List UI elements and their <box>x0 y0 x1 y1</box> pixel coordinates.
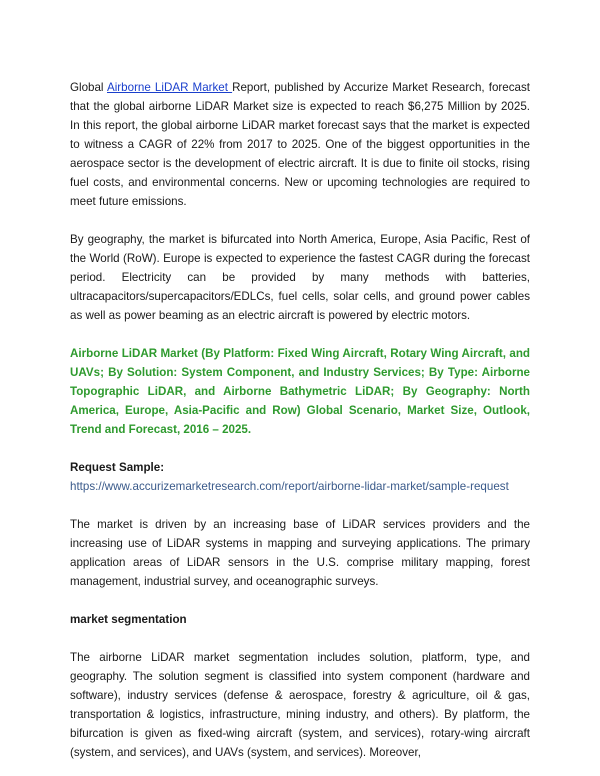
request-sample-link[interactable]: https://www.accurizemarketresearch.com/report/airborne-lidar-market/sample-request <box>70 480 509 493</box>
intro-paragraph <box>70 78 530 211</box>
segmentation-paragraph: The airborne LiDAR market segmentation includes solution, platform, type, and geography. The solution segment is classified into system component (hardware and software), industry services (defense & aerospace, forestry & agriculture, oil & gas, transportation & logistics, infrastructure, mining industry, and others). By platform, the bifurcation is given as fixed-wing aircraft (system, and services), rotary-wing aircraft (system, and services), and UAVs (system, and services). Moreover, <box>70 651 530 759</box>
intro-text-rest: Report, published by Accurize Market Research, forecast that the global airborne LiDAR Market size is expected to reach $6,275 Million by 2025. In this report, the global airborne LiDAR market forecast says that the market is expected to witness a CAGR of 22% from 2017 to 2025. One of the biggest opportunities in the aerospace sector is the development of electric aircraft. It is due to finite oil stocks, rising fuel costs, and environmental concerns. New or upcoming technologies are required to meet future emissions. <box>70 81 530 208</box>
segmentation-heading: market segmentation <box>70 613 187 626</box>
geography-paragraph: By geography, the market is bifurcated into North America, Europe, Asia Pacific, Rest of the World (RoW). Europe is expected to experience the fastest CAGR during the forecast period. Electricity can be provided by many methods with batteries, ultracapacitors/supercapacitors/EDLCs, fuel cells, solar cells, and ground power cables as well as power beaming as an electric aircraft is powered by electric motors. <box>70 233 530 322</box>
report-title: Airborne LiDAR Market (By Platform: Fixed Wing Aircraft, Rotary Wing Aircraft, and UAVs; By Solution: System Component, and Industry Services; By Type: Airborne Topographic LiDAR, and Airborne Bathymetric LiDAR; By Geography: North America, Europe, Asia-Pacific and Row) Global Scenario, Market Size, Outlook, Trend and Forecast, 2016 – 2025. <box>70 347 530 436</box>
intro-text-start: Global <box>70 81 107 94</box>
market-drivers-paragraph: The market is driven by an increasing base of LiDAR services providers and the increasing use of LiDAR systems in mapping and surveying applications. The primary application areas of LiDAR sensors in the U.S. comprise military mapping, forest management, industrial survey, and oceanographic surveys. <box>70 518 530 588</box>
airborne-lidar-market-link[interactable]: Airborne LiDAR Market <box>107 81 233 94</box>
document-page <box>70 78 530 762</box>
request-sample-label: Request Sample: <box>70 461 165 474</box>
